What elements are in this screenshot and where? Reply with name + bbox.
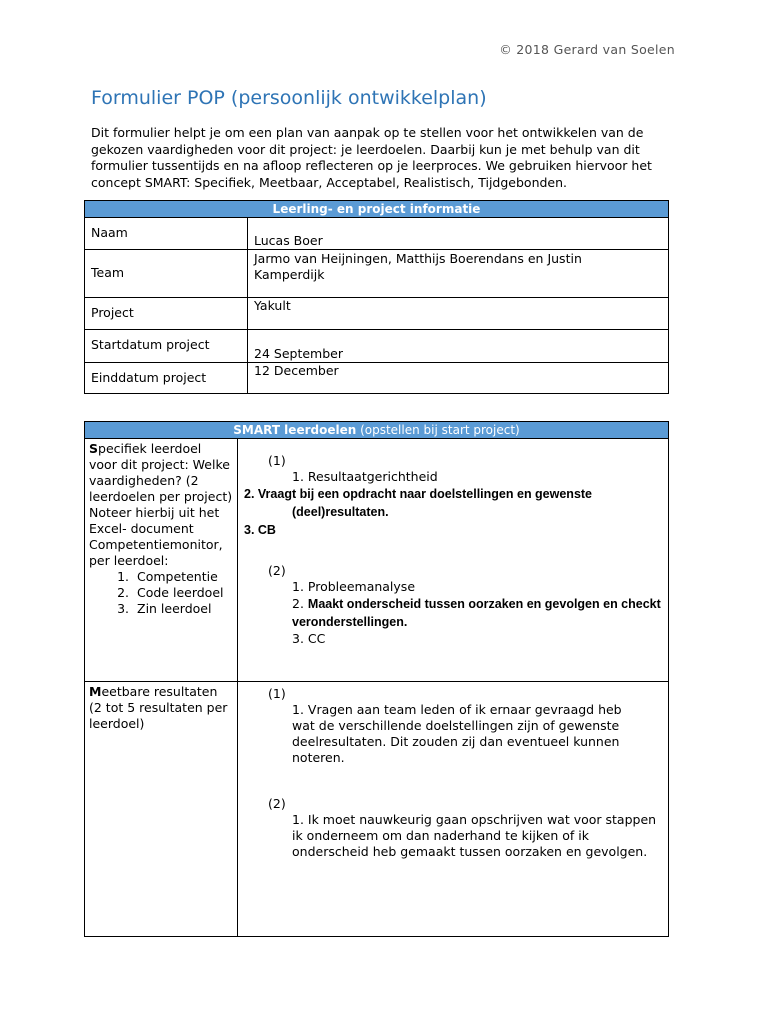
specifiek-label: pecifiek leerdoel voor dit project: Welke vaardigheden? (2 leerdoelen per project) Noteer hierbij uit het Excel- document Competentiemonitor, per leerdoel: <box>89 441 233 568</box>
list-item: 2. Code leerdoel <box>133 585 233 601</box>
goal2-item2-row <box>244 595 662 613</box>
specifiek-label-cell <box>85 439 238 682</box>
smart-table-header <box>85 422 669 439</box>
info-table-header: Leerling- en project informatie <box>85 201 669 218</box>
goal1-item1: 1. Resultaatgerichtheid <box>292 469 438 484</box>
goal2-item2b: veronderstellingen. <box>292 615 408 629</box>
row-label-naam: Naam <box>85 218 248 250</box>
meetbaar-label: eetbare resultaten (2 tot 5 resultaten per leerdoel) <box>89 684 228 731</box>
row-value-team: Jarmo van Heijningen, Matthijs Boerendans en Justin Kamperdijk <box>248 250 669 298</box>
meetbaar-value-cell <box>238 682 669 937</box>
goal1-item2: 2. Vraagt bij een opdracht naar doelstellingen en gewenste <box>244 487 593 501</box>
meetbaar-goal1-number: (1) <box>268 686 286 701</box>
meetbaar-goal2-number: (2) <box>268 796 286 811</box>
smart-header-rest: (opstellen bij start project) <box>356 423 520 437</box>
copyright-text: © 2018 Gerard van Soelen <box>499 42 675 57</box>
smart-table <box>84 421 669 937</box>
goal2-number: (2) <box>268 563 286 578</box>
goal2-item1: 1. Probleemanalyse <box>292 579 416 594</box>
goal1-number: (1) <box>268 453 286 468</box>
row-label-einddatum: Einddatum project <box>85 363 248 394</box>
meetbaar-goal2-text: 1. Ik moet nauwkeurig gaan opschrijven wat voor stappen ik onderneem om dan naderhand te kijken of ik onderscheid heb gemaakt tussen oorzaken en gevolgen. <box>292 812 657 859</box>
intro-paragraph: Dit formulier helpt je om een plan van aanpak op te stellen voor het ontwikkelen van de gekozen vaardigheden voor dit project: je leerdoelen. Daarbij kun je met behulp van dit formulier tussentijds en na afloop reflecteren op je leerproces. We gebruiken hiervoor het concept SMART: Specifiek, Meetbaar, Acceptabel, Realistisch, Tijdgebonden. <box>91 125 652 190</box>
meetbaar-first-letter: M <box>89 684 102 699</box>
goal2-item2-prefix: 2. <box>292 596 308 611</box>
goal1-item2b: (deel)resultaten. <box>292 505 389 519</box>
row-value-einddatum: 12 December <box>248 363 669 394</box>
list-item: 3. Zin leerdoel <box>133 601 233 617</box>
smart-header-bold: SMART leerdoelen <box>233 423 357 437</box>
specifiek-first-letter: S <box>89 441 99 456</box>
row-label-startdatum: Startdatum project <box>85 330 248 363</box>
goal1-item3: 3. CB <box>244 523 276 537</box>
row-value-startdatum: 24 September <box>248 330 669 363</box>
goal2-item3: 3. CC <box>292 631 326 646</box>
info-table <box>84 200 669 394</box>
goal2-item2: Maakt onderscheid tussen oorzaken en gevolgen en checkt <box>307 597 661 611</box>
specifiek-list <box>89 569 233 617</box>
meetbaar-goal1-text: 1. Vragen aan team leden of ik ernaar gevraagd heb wat de verschillende doelstellingen zijn of gewenste deelresultaten. Dit zouden zij dan eventueel kunnen noteren. <box>292 702 622 765</box>
row-label-team: Team <box>85 250 248 298</box>
row-value-project: Yakult <box>248 298 669 330</box>
specifiek-value-cell <box>238 439 669 682</box>
list-item: 1. Competentie <box>133 569 233 585</box>
page-title: Formulier POP (persoonlijk ontwikkelplan) <box>91 87 487 109</box>
row-value-naam: Lucas Boer <box>248 218 669 250</box>
row-label-project: Project <box>85 298 248 330</box>
meetbaar-label-cell <box>85 682 238 937</box>
